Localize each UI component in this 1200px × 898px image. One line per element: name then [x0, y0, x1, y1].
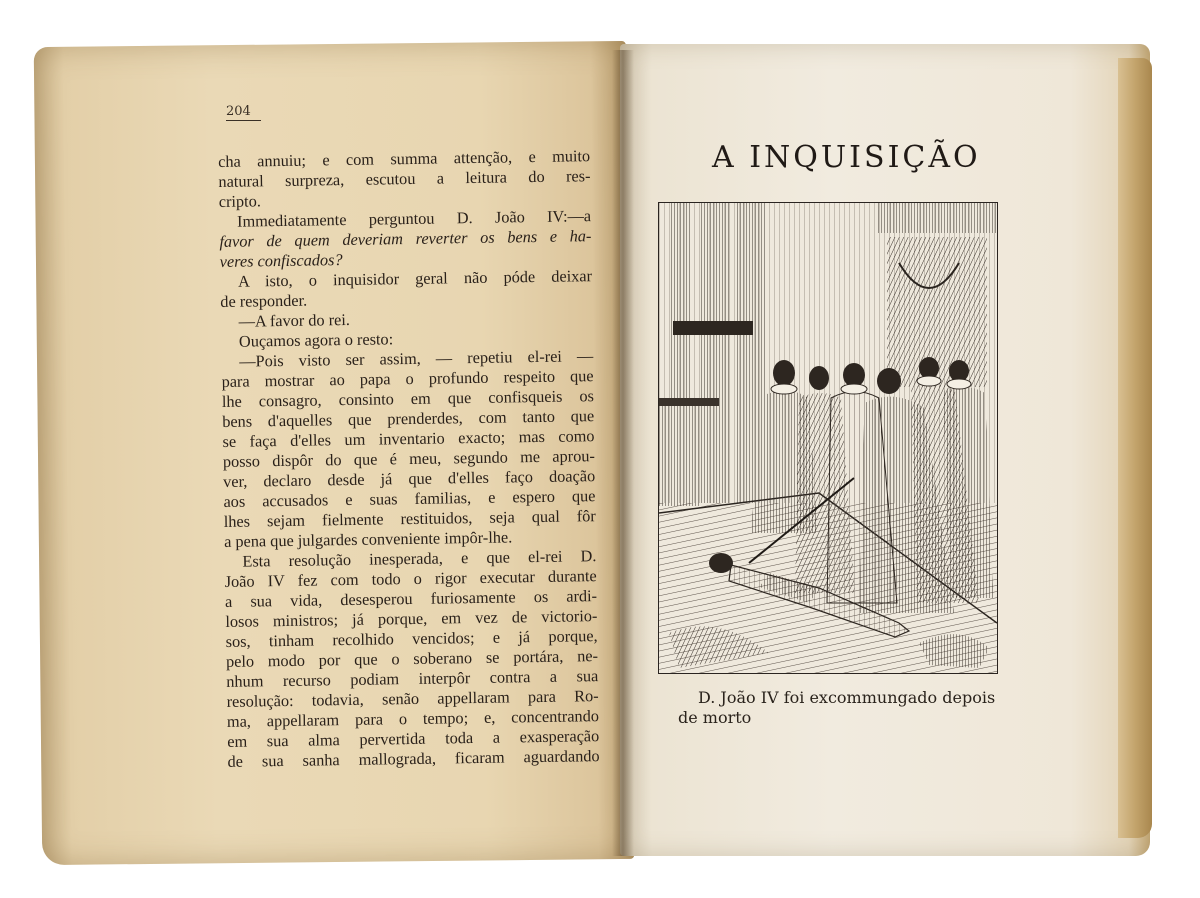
illustration-caption: [678, 688, 998, 728]
text-line: se faça d'elles um inventario exacto; mas como: [222, 426, 595, 451]
text-line: ma, appellaram para o tempo; e, concentrando: [226, 706, 600, 731]
text-line: natural surpreza, escutou a leitura do res-: [218, 166, 591, 191]
text-line: posso dispôr do que é meu, segundo me aprou-: [222, 446, 595, 471]
engraving-drawing: [659, 203, 997, 673]
text-line: de responder.: [220, 290, 308, 311]
page-number: 204: [226, 104, 261, 121]
text-line: cripto.: [218, 191, 261, 211]
book-gutter: [612, 50, 634, 856]
text-line: em sua alma pervertida toda a exasperação: [227, 726, 600, 751]
text-line: resolução: todavia, senão appellaram para Ro-: [226, 686, 599, 711]
text-line: Immediatamente perguntou D. João IV:—a: [236, 206, 592, 231]
caption-line-1: D. João IV foi excommungado depois: [698, 688, 996, 707]
text-line: a sua vida, desesperou furiosamente os ardi-: [224, 586, 598, 611]
text-line: favor de quem deveriam reverter os bens e ha-: [219, 226, 592, 251]
chapter-title: A INQUISIÇÃO: [712, 140, 981, 175]
page-edges: [1118, 58, 1152, 838]
text-line: losos ministros; já porque, em vez de victorio-: [225, 606, 598, 631]
text-line: Esta resolução inesperada, e que el-rei D.: [242, 546, 597, 571]
text-line: lhe consagro, consinto em que confisqueis os: [221, 386, 595, 411]
text-line: para mostrar ao papa o profundo respeito que: [221, 366, 594, 391]
text-line: cha annuiu; e com summa attenção, e muito: [218, 146, 591, 171]
text-line: bens d'aquelles que prenderdes, com tanto que: [222, 406, 595, 431]
text-line: aos accusados e suas familias, e espero que: [223, 486, 596, 511]
text-line: João IV fez com todo o rigor executar durante: [224, 566, 597, 591]
text-line: de sua sanha mallograda, ficaram aguardando: [227, 746, 600, 771]
text-line: nhum recurso podiam interpôr contra a sua: [226, 666, 599, 691]
text-line: veres confiscados?: [219, 250, 343, 271]
left-page-text: [218, 146, 600, 772]
text-line: sos, tinham recolhido vencidos; e já porque,: [225, 626, 598, 651]
text-line: a pena que julgardes conveniente impôr-lhe.: [223, 527, 513, 551]
text-line: A isto, o inquisidor geral não póde deixar: [237, 266, 593, 291]
text-line: pelo modo por que o soberano se portára, ne-: [225, 646, 599, 671]
text-line: —A favor do rei.: [238, 309, 351, 331]
text-line: ver, declaro desde já que d'elles faço doação: [223, 466, 596, 491]
caption-line-2: de morto: [678, 708, 752, 727]
text-line: —Pois visto ser assim, — repetiu el-rei —: [239, 346, 594, 371]
engraving-illustration: [658, 202, 998, 674]
text-line: Ouçamos agora o resto:: [238, 329, 394, 351]
text-line: lhes sejam fielmente restituidos, seja qual fôr: [223, 506, 596, 531]
